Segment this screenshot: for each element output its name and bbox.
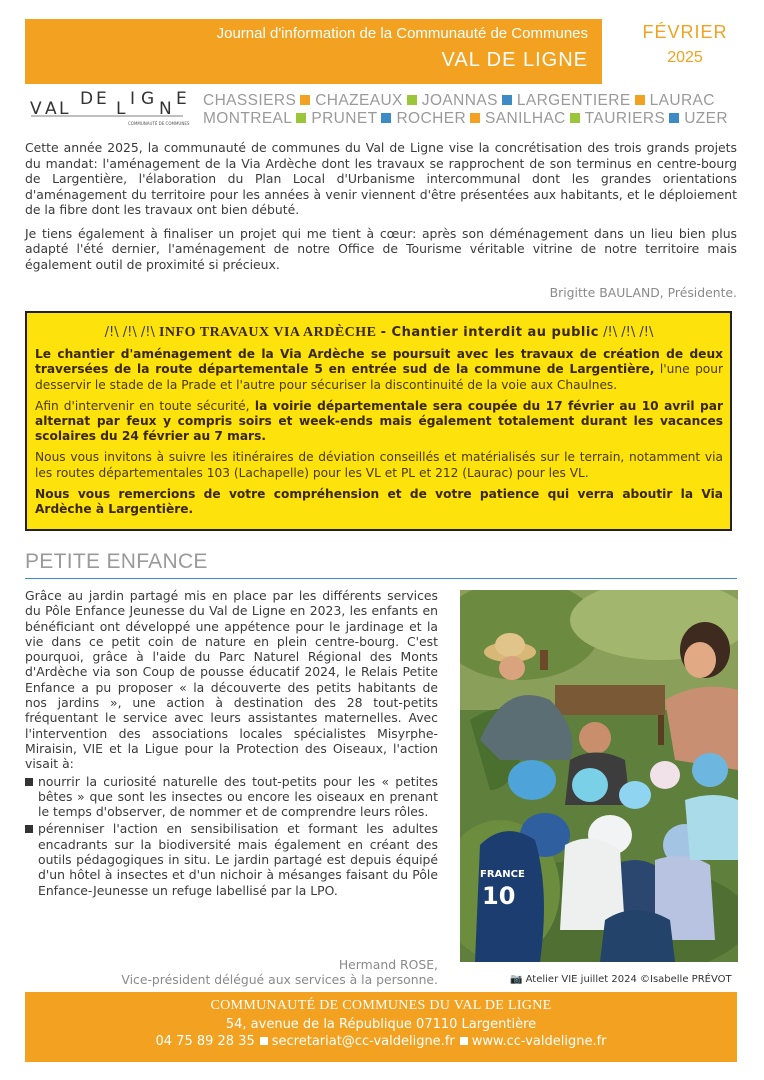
travaux-bold-text: Le chantier d'aménagement de la Via Ardèche se poursuit avec les travaux de création de deux traversées de la route départementale 5 en entrée sud de la commune de Largentière, xyxy=(35,347,723,377)
svg-text:E: E xyxy=(96,90,107,109)
section-title-petite-enfance: PETITE ENFANCE xyxy=(25,550,208,573)
travaux-bold-text: Nous vous remercions de votre compréhension et de votre patience qui verra aboutir la Via Ardèche à Largentière. xyxy=(35,486,723,517)
svg-text:D: D xyxy=(80,90,94,109)
journal-name: VAL DE LIGNE xyxy=(441,49,588,71)
commune-name: LAURAC xyxy=(649,92,715,109)
travaux-paragraph: Nous vous invitons à suivre les itinéraires de déviation conseillés et matérialisés sur le terrain, notamment via les routes départementales 103 (Lachapelle) pour les VL et PL et 212 (Laurac) pour les VL. xyxy=(35,450,723,480)
president-signature: Brigitte BAULAND, Présidente. xyxy=(549,285,737,300)
svg-text:L: L xyxy=(59,99,69,119)
issue-date xyxy=(620,22,750,67)
square-separator-icon xyxy=(460,1037,468,1045)
editorial-paragraph: Je tiens également à finaliser un projet qui me tient à cœur: après son déménagement dans un lieu bien plus adapté l'été dernier, l'aménagement de notre Office de Tourisme véritable vitrine de notre territoire mais également outil de proximité si précieux. xyxy=(25,225,737,272)
vice-president-signature xyxy=(25,957,438,987)
list-item-text: pérenniser l'action en sensibilisation et formant les adultes encadrants sur la biodiversité mais également en créant des outils pédagogiques in situ. Le jardin partagé est depuis équipé d'un hôtel à insectes et d'un nichoir à mésanges faisant du Pôle Enfance-Jeunesse un refuge labellisé par la LPO. xyxy=(38,821,438,898)
list-item xyxy=(25,774,438,820)
commune-name: ROCHER xyxy=(396,110,467,127)
footer-phone: 04 75 89 28 35 xyxy=(155,1034,255,1049)
commune-name: LARGENTIERE xyxy=(516,92,631,109)
commune-name: CHASSIERS xyxy=(203,92,297,109)
commune-name: PRUNET xyxy=(311,110,378,127)
shirt-text: FRANCE xyxy=(480,869,525,880)
travaux-paragraph xyxy=(35,487,723,517)
val-de-ligne-logo xyxy=(28,90,193,128)
commune-name: CHAZEAUX xyxy=(315,92,403,109)
list-item xyxy=(25,821,438,897)
square-separator-icon xyxy=(260,1037,268,1045)
footer-email-link[interactable]: secretariat@cc-valdeligne.fr xyxy=(271,1034,455,1049)
blue-square-icon xyxy=(669,113,679,123)
svg-text:N: N xyxy=(159,99,172,119)
svg-text:I: I xyxy=(130,90,136,109)
orange-square-icon xyxy=(470,113,480,123)
issue-month: FÉVRIER xyxy=(642,22,728,42)
blue-square-icon xyxy=(502,95,512,105)
footer-org-name: COMMUNAUTÉ DE COMMUNES DU VAL DE LIGNE xyxy=(210,998,552,1013)
signature-role: Vice-président délégué aux services à la personne. xyxy=(121,972,438,987)
photo-caption-text: Atelier VIE juillet 2024 ©Isabelle PRÉVOT xyxy=(525,974,732,985)
svg-text:V: V xyxy=(30,99,43,119)
warning-icon: /!\ /!\ /!\ xyxy=(603,325,654,340)
svg-text:L: L xyxy=(116,99,126,119)
svg-text:A: A xyxy=(45,99,57,119)
header-band xyxy=(25,19,602,84)
travaux-text: Afin d'intervenir en toute sécurité, xyxy=(35,398,250,413)
journal-subtitle: Journal d'information de la Communauté de Communes xyxy=(216,25,588,42)
info-travaux-heading: INFO TRAVAUX VIA ARDÈCHE xyxy=(158,325,377,340)
travaux-text: l'une pour desservir le stade de la Prade et l'autre pour sécuriser la discontinuité de la voie aux Chaulnes. xyxy=(35,362,723,392)
petite-enfance-article xyxy=(25,588,438,898)
footer-contact xyxy=(25,1034,737,1049)
editorial-paragraph: Cette année 2025, la communauté de communes du Val de Ligne vise la concrétisation des trois grands projets du mandat: l'aménagement de la Via Ardèche dont les travaux se rapprochent de son terminus en centre-bourg de Largentière, l'élaboration du Plan Local d'Urbanisme intercommunal dont les grandes orientations d'aménagement du territoire pour les années à venir viennent d'être présentées aux habitants, et le déploiement de la fibre dont les travaux ont bien débuté. xyxy=(25,140,737,217)
commune-name: UZER xyxy=(684,110,728,127)
section-divider xyxy=(25,578,737,579)
communes-row-2 xyxy=(203,110,743,128)
svg-text:E: E xyxy=(176,90,187,109)
communes-row-1 xyxy=(203,92,743,110)
travaux-paragraph xyxy=(35,347,723,393)
commune-name: MONTREAL xyxy=(203,110,293,127)
travaux-bold-text: la voirie départementale sera coupée du 17 février au 10 avril par alternat par feux y compris soirs et week-ends mais également totalement durant les vacances scolaires du 24 février au 7 mars. xyxy=(35,398,723,444)
list-item-text: nourrir la curiosité naturelle des tout-petits pour les « petites bêtes » que sont les insectes ou encore les oiseaux en prenant le temps d'observer, de nommer et de comprendre leurs rôles. xyxy=(38,773,438,820)
footer xyxy=(25,992,737,1062)
info-travaux-subheading: - Chantier interdit au public xyxy=(380,325,600,340)
commune-name: SANILHAC xyxy=(485,110,566,127)
blue-square-icon xyxy=(381,113,391,123)
communes-list xyxy=(203,92,743,128)
svg-text:G: G xyxy=(141,90,155,109)
commune-name: TAURIERS xyxy=(584,110,666,127)
garden-workshop-photo xyxy=(460,590,738,962)
article-bullet-list xyxy=(25,774,438,898)
green-square-icon xyxy=(296,113,306,123)
commune-name: JOANNAS xyxy=(421,92,498,109)
photo-caption xyxy=(510,974,738,985)
square-bullet-icon xyxy=(25,825,33,833)
green-square-icon xyxy=(407,95,417,105)
green-square-icon xyxy=(570,113,580,123)
article-paragraph: Grâce au jardin partagé mis en place par les différents services du Pôle Enfance Jeunesse du Val de Ligne en 2023, les enfants en bénéficiant ont développé une appétence pour le jardinage et la vie dans ce petit coin de nature en plein centre-bourg. C'est pourquoi, grâce à l'aide du Parc Naturel Régional des Monts d'Ardèche via son Coup de pousse éducatif 2024, le Relais Petite Enfance a pu proposer « la découverte des petits habitants de nos jardins », une action à destination des 28 tout-petits fréquentant le service avec leurs assistantes maternelles. Avec l'intervention des associations locales spécialistes Misyrphe-Miraisin, VIE et la Ligue pour la Protection des Oiseaux, l'action visait à: xyxy=(25,588,438,772)
footer-address: 54, avenue de la République 07110 Largentière xyxy=(225,1017,537,1032)
orange-square-icon xyxy=(300,95,310,105)
svg-text:COMMUNAUTÉ DE COMMUNES: COMMUNAUTÉ DE COMMUNES xyxy=(128,121,190,126)
editorial xyxy=(25,140,737,280)
square-bullet-icon xyxy=(25,778,33,786)
info-travaux-title xyxy=(35,325,723,340)
orange-square-icon xyxy=(635,95,645,105)
info-travaux-box xyxy=(25,311,732,531)
footer-website-link[interactable]: www.cc-valdeligne.fr xyxy=(471,1034,607,1049)
signature-name: Hermand ROSE, xyxy=(338,957,438,972)
issue-year: 2025 xyxy=(667,49,703,66)
warning-icon: /!\ /!\ /!\ xyxy=(104,325,155,340)
camera-icon: 📷 xyxy=(510,974,523,985)
shirt-number: 10 xyxy=(482,882,516,910)
travaux-paragraph xyxy=(35,399,723,445)
